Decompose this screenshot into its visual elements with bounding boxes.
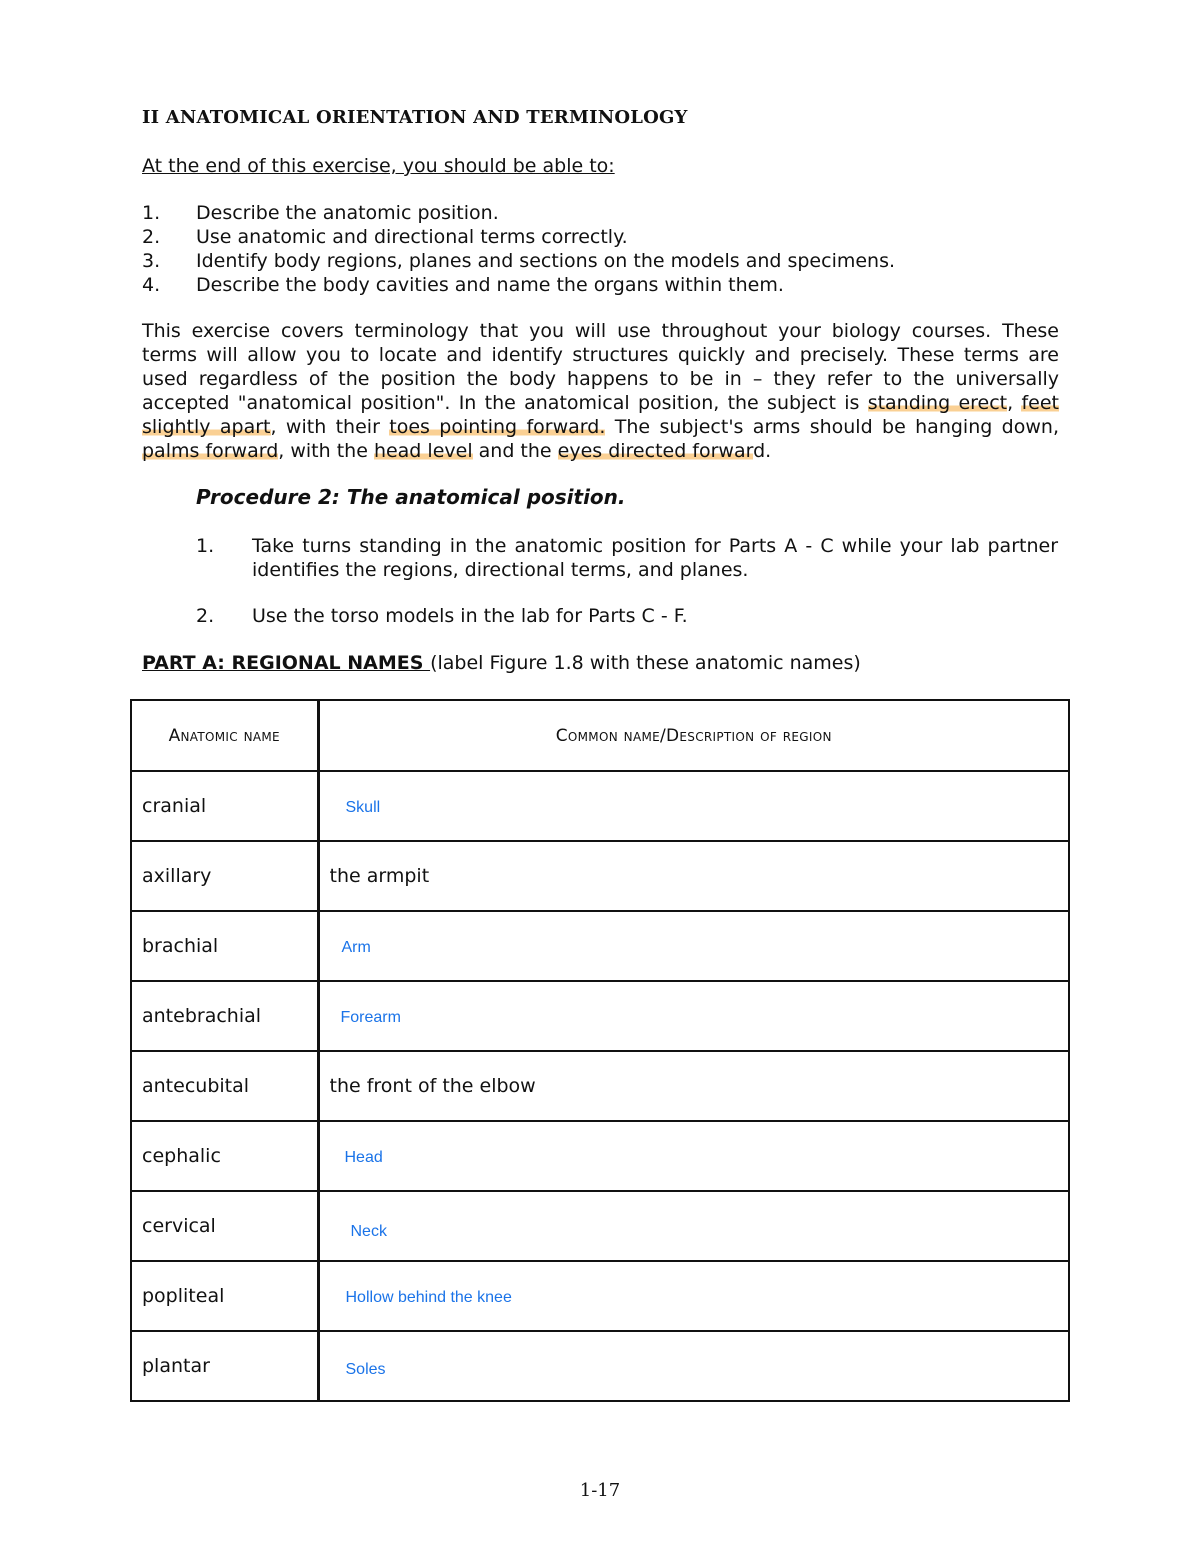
page-heading: II ANATOMICAL ORIENTATION AND TERMINOLOGY	[142, 107, 688, 128]
description-cell[interactable]	[318, 1261, 1069, 1331]
anatomic-name-cell: cranial	[131, 771, 318, 841]
item-number: 1.	[142, 202, 161, 224]
paragraph-text: d.	[753, 440, 772, 462]
procedure-steps	[196, 534, 1058, 628]
anatomic-name-cell: brachial	[131, 911, 318, 981]
highlighted-text: head level	[373, 440, 473, 462]
table-row	[131, 981, 1069, 1051]
item-number: 4.	[142, 274, 161, 296]
paragraph-text: ,	[1007, 392, 1022, 414]
highlighted-text: standing erect	[867, 392, 1008, 414]
paragraph-text: The subject's arms should be hanging down,	[605, 416, 1059, 438]
handwritten-answer: Head	[344, 1149, 383, 1166]
regional-names-table	[130, 699, 1070, 1402]
intro-paragraph	[142, 319, 1059, 463]
description-cell[interactable]	[318, 981, 1069, 1051]
handwritten-answer: Hollow behind the knee	[345, 1289, 512, 1306]
table-row	[131, 1121, 1069, 1191]
highlighted-text: toes pointing forward.	[389, 416, 606, 438]
highlighted-text: palms forward	[142, 440, 279, 462]
description-cell[interactable]	[318, 771, 1069, 841]
anatomic-name-cell: plantar	[131, 1331, 318, 1401]
item-text: Take turns standing in the anatomic position for Parts A - C while your lab partner identifies the regions, directional terms, and planes.	[252, 535, 1058, 581]
list-item	[142, 201, 1072, 225]
item-number: 3.	[142, 250, 161, 272]
item-text: Identify body regions, planes and sections on the models and specimens.	[196, 250, 896, 272]
table-row	[131, 841, 1069, 911]
table-row	[131, 1331, 1069, 1401]
description-cell[interactable]	[318, 1121, 1069, 1191]
paragraph-text: This exercise covers terminology that you will use throughout your biology courses. These terms will allow you to locate and identify structures quickly and precisely. These terms are used regardless of the position the body happens to be in – they refer to the universally accepted "anatomical position". In the anatomical position, the subject is	[142, 320, 1059, 414]
objectives-list	[142, 201, 1072, 297]
item-text: Use the torso models in the lab for Parts C - F.	[252, 605, 688, 627]
paragraph-text: , with their	[270, 416, 390, 438]
printed-description: the armpit	[329, 865, 430, 887]
handwritten-answer: Forearm	[340, 1009, 401, 1026]
anatomic-name-cell: popliteal	[131, 1261, 318, 1331]
description-cell	[318, 1051, 1069, 1121]
procedure-title: Procedure 2: The anatomical position.	[196, 485, 626, 509]
page-number: 1-17	[579, 1480, 621, 1501]
list-item	[196, 604, 1058, 628]
item-text: Describe the body cavities and name the organs within them.	[196, 274, 784, 296]
table-row	[131, 1051, 1069, 1121]
item-number: 2.	[196, 605, 215, 627]
table-row	[131, 771, 1069, 841]
paragraph-text: , with the	[278, 440, 374, 462]
handwritten-answer: Neck	[350, 1223, 387, 1240]
list-item	[142, 273, 1072, 297]
description-cell[interactable]	[318, 1191, 1069, 1261]
item-number: 1.	[196, 535, 215, 557]
part-a-note: (label Figure 1.8 with these anatomic names)	[430, 652, 861, 674]
description-cell[interactable]	[318, 911, 1069, 981]
list-item	[142, 225, 1072, 249]
item-text: Describe the anatomic position.	[196, 202, 499, 224]
highlighted-text: feet slightly apart	[142, 392, 1060, 438]
item-text: Use anatomic and directional terms correctly.	[196, 226, 628, 248]
handwritten-answer: Soles	[345, 1361, 386, 1378]
description-cell[interactable]	[318, 1331, 1069, 1401]
paragraph-text: and the	[472, 440, 558, 462]
anatomic-name-cell: axillary	[131, 841, 318, 911]
printed-description: the front of the elbow	[329, 1075, 536, 1097]
anatomic-name-cell: cervical	[131, 1191, 318, 1261]
list-item	[142, 249, 1072, 273]
highlighted-text: eyes directed forwar	[557, 440, 754, 462]
handwritten-answer: Skull	[345, 799, 381, 816]
objectives-intro: At the end of this exercise, you should be able to:	[142, 155, 615, 177]
anatomic-name-cell: antecubital	[131, 1051, 318, 1121]
list-item	[196, 534, 1058, 582]
table-row	[131, 911, 1069, 981]
handwritten-answer: Arm	[341, 939, 371, 956]
anatomic-name-cell: cephalic	[131, 1121, 318, 1191]
table-row	[131, 1261, 1069, 1331]
column-header-anatomic-name: Anatomic name	[131, 700, 318, 771]
table-row	[131, 1191, 1069, 1261]
item-number: 2.	[142, 226, 161, 248]
anatomic-name-cell: antebrachial	[131, 981, 318, 1051]
part-a-title: PART A: REGIONAL NAMES	[142, 652, 431, 674]
column-header-description: Common name/Description of region	[318, 700, 1069, 771]
table-header-row	[131, 700, 1069, 771]
description-cell	[318, 841, 1069, 911]
part-a-heading	[142, 652, 861, 674]
